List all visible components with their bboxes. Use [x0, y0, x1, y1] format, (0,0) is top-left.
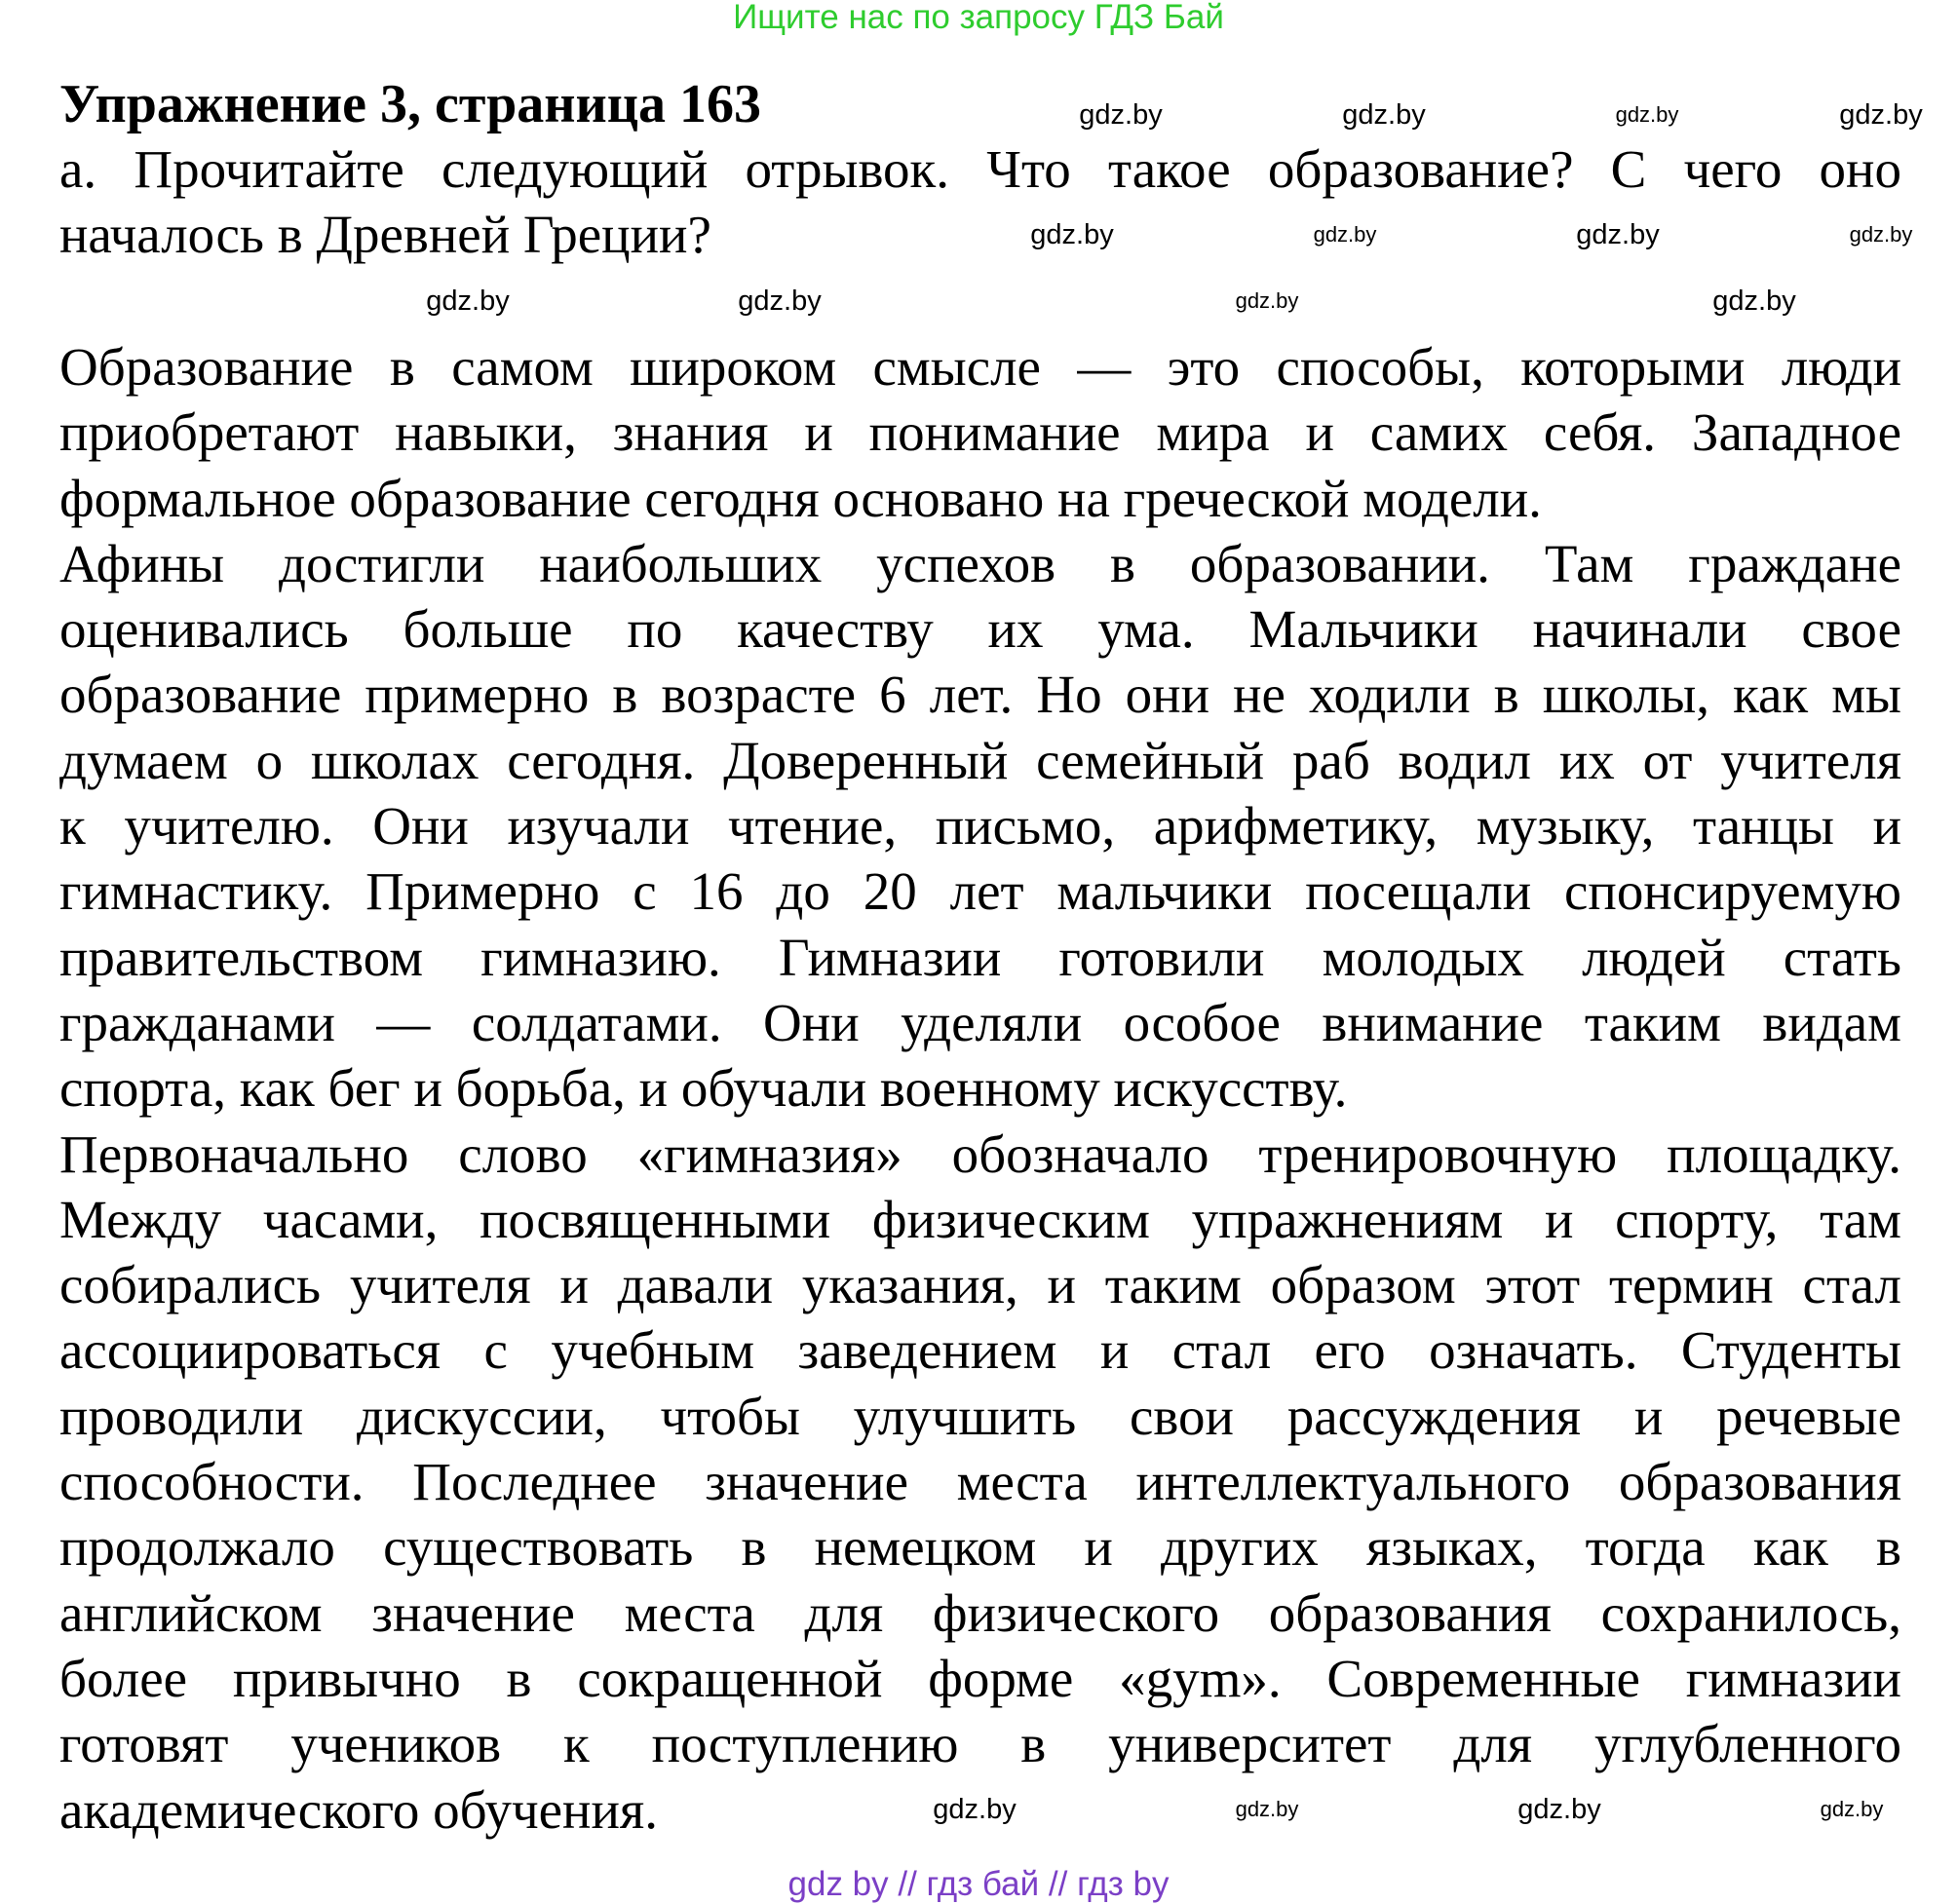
body-line: готовят учеников к поступлению в университет для углубленного	[59, 1714, 1901, 1774]
watermark: gdz.by	[1517, 1794, 1601, 1825]
body-line: оценивались больше по качеству их ума. Мальчики начинали свое	[59, 599, 1901, 660]
body-line: способности. Последнее значение места интеллектуального образования	[59, 1452, 1901, 1512]
watermark: gdz.by	[426, 286, 510, 317]
watermark: gdz.by	[1313, 222, 1377, 247]
body-line: Образование в самом широком смысле — это способы, которыми люди	[59, 337, 1901, 397]
footer-links[interactable]: gdz by // гдз бай // гдз by	[787, 1865, 1170, 1903]
watermark: gdz.by	[1235, 288, 1299, 313]
watermark: gdz.by	[1712, 286, 1796, 317]
watermark: gdz.by	[1030, 219, 1114, 250]
body-line: правительством гимназию. Гимназии готовили молодых людей стать	[59, 927, 1901, 987]
body-line: академического обучения.	[59, 1779, 658, 1840]
question-line: а. Прочитайте следующий отрывок. Что такое образование? С чего оно	[59, 139, 1901, 199]
body-line: английском значение места для физического образования сохранилось,	[59, 1582, 1901, 1643]
body-line: гражданами — солдатами. Они уделяли особое внимание таким видам	[59, 992, 1901, 1052]
body-line: думаем о школах сегодня. Доверенный семейный раб водил их от учителя	[59, 730, 1901, 790]
body-line: продолжало существовать в немецком и других языках, тогда как в	[59, 1517, 1901, 1578]
watermark: gdz.by	[933, 1794, 1017, 1825]
watermark: gdz.by	[1615, 102, 1679, 127]
search-banner[interactable]: Ищите нас по запросу ГДЗ Бай	[733, 0, 1224, 36]
body-line: ассоциироваться с учебным заведением и стал его означать. Студенты	[59, 1320, 1901, 1381]
body-line: образование примерно в возрасте 6 лет. Но они не ходили в школы, как мы	[59, 665, 1901, 725]
watermark: gdz.by	[1820, 1797, 1884, 1821]
watermark: gdz.by	[1576, 219, 1660, 250]
body-line: Первоначально слово «гимназия» обозначало тренировочную площадку.	[59, 1123, 1901, 1184]
page-title: Упражнение 3, страница 163	[59, 74, 762, 134]
body-line: Афины достигли наибольших успехов в образовании. Там граждане	[59, 533, 1901, 593]
question-line: началось в Древней Греции?	[59, 205, 711, 265]
watermark: gdz.by	[1839, 99, 1923, 131]
body-line: спорта, как бег и борьба, и обучали военному искусству.	[59, 1058, 1348, 1119]
body-line: более привычно в сокращенной форме «gym». Современные гимназии	[59, 1648, 1901, 1708]
body-line: формальное образование сегодня основано на греческой модели.	[59, 468, 1542, 528]
body-line: Между часами, посвященными физическим упражнениям и спорту, там	[59, 1189, 1901, 1249]
body-line: к учителю. Они изучали чтение, письмо, арифметику, музыку, танцы и	[59, 796, 1901, 857]
watermark: gdz.by	[1235, 1797, 1299, 1821]
watermark: gdz.by	[1849, 222, 1913, 247]
body-line: собирались учителя и давали указания, и таким образом этот термин стал	[59, 1255, 1901, 1315]
passage-text	[59, 334, 1901, 1843]
body-line: приобретают навыки, знания и понимание мира и самих себя. Западное	[59, 402, 1901, 463]
body-line: проводили дискуссии, чтобы улучшить свои рассуждения и речевые	[59, 1386, 1901, 1446]
watermark: gdz.by	[1342, 99, 1426, 131]
body-line: гимнастику. Примерно с 16 до 20 лет мальчики посещали спонсируемую	[59, 861, 1901, 922]
watermark: gdz.by	[1079, 99, 1163, 131]
watermark: gdz.by	[738, 286, 822, 317]
